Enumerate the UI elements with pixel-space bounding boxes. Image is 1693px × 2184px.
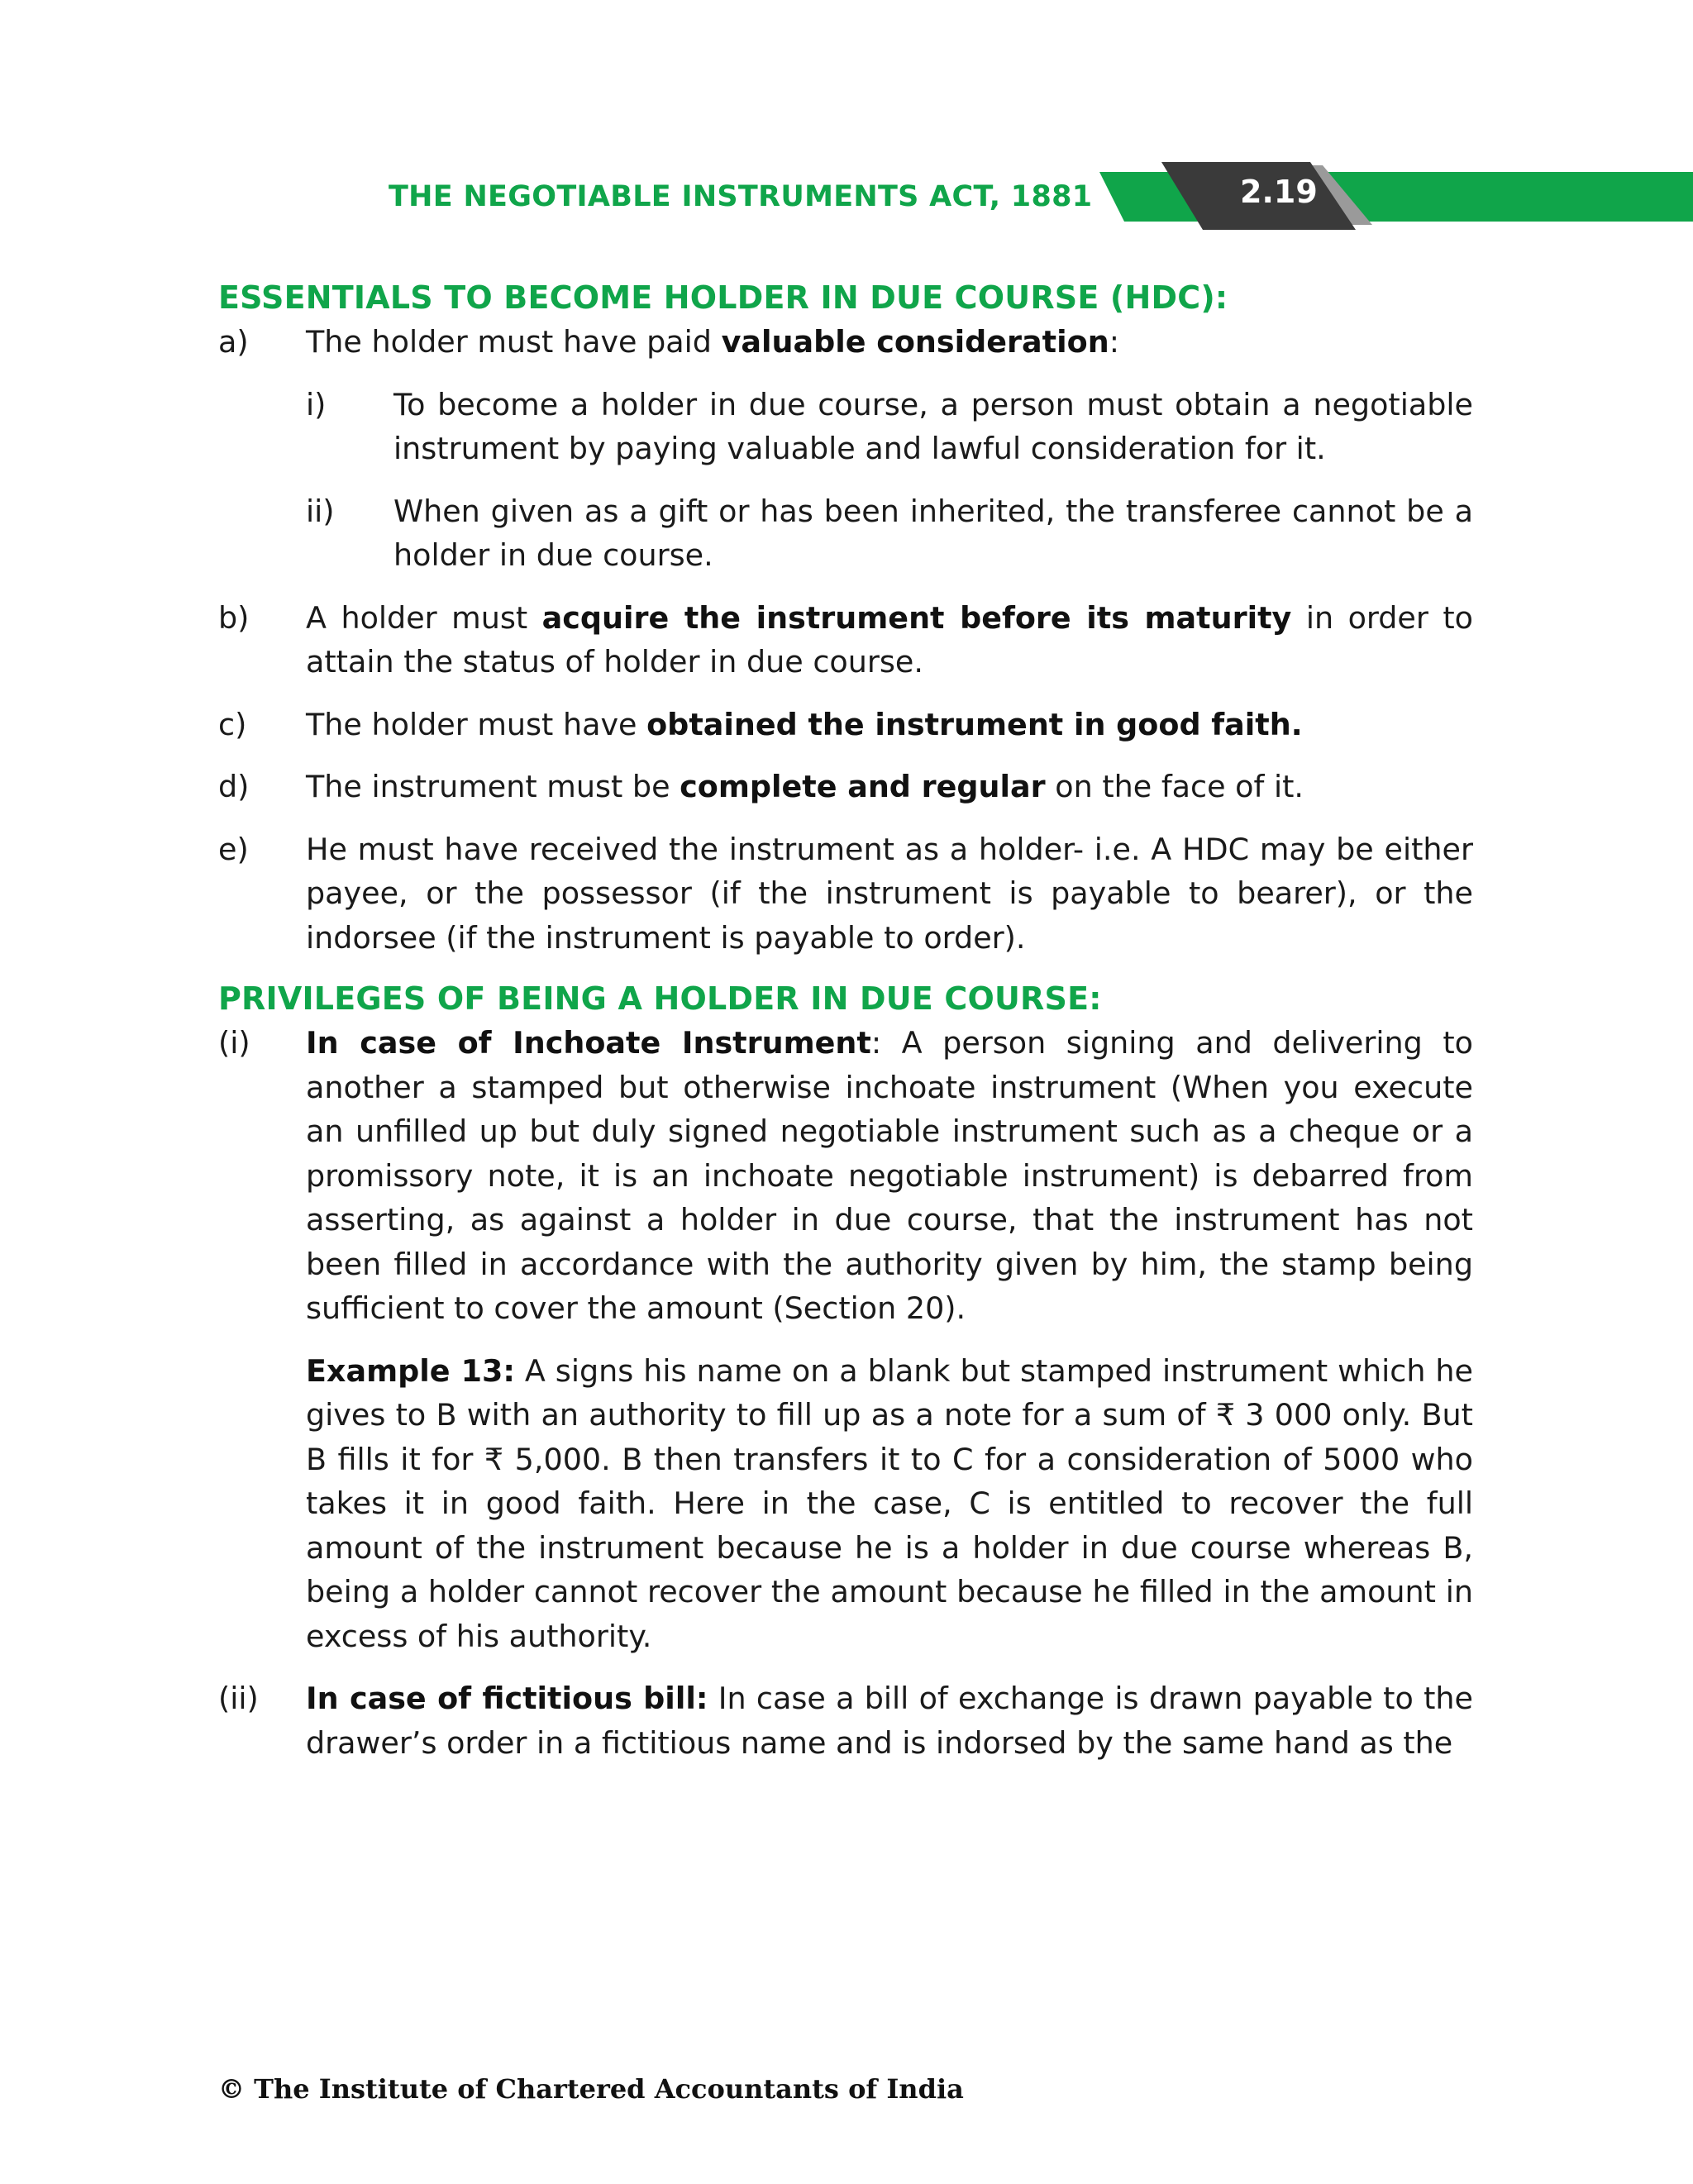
bold-phrase: acquire the instrument before its maturity (541, 599, 1292, 636)
item-text: He must have received the instrument as a holder- i.e. A HDC may be either payee, or the possessor (if the instrument is payable to bearer), or the indorsee (if the instrument is payable to order). (306, 831, 1473, 956)
text-run: The holder must have (306, 706, 647, 742)
text-run: A holder must (306, 599, 542, 636)
footer-copyright: © The Institute of Chartered Accountants of India (218, 2073, 964, 2105)
item-text (306, 1676, 1473, 1765)
list-item (218, 1021, 1473, 1331)
list-item (218, 1676, 1473, 1765)
item-text (306, 320, 1473, 365)
text-run: The instrument must be (306, 769, 680, 804)
item-text: To become a holder in due course, a person must obtain a negotiable instrument by paying valuable and lawful consideration for it. (393, 386, 1473, 466)
text-run: in order to attain the status of holder in due course. (306, 599, 1474, 680)
text-run: : (1109, 324, 1119, 360)
example-label: Example 13: (306, 1352, 515, 1389)
section-heading-privileges: PRIVILEGES OF BEING A HOLDER IN DUE COURSE: (218, 980, 1102, 1017)
example-text: A signs his name on a blank but stamped instrument which he gives to B with an authority to fill up as a note for a sum of ₹ 3 000 only. But B fills it for ₹ 5,000. B then transfers it to C for a consideration of 5000 who takes it in good faith. Here in the case, C is entitled to recover the full amount of the instrument because he is a holder in due course whereas B, being a holder cannot recover the amount because he filled in the amount in excess of his authority. (306, 1352, 1473, 1654)
item-text (306, 1021, 1473, 1331)
text-run: on the face of it. (1045, 769, 1304, 804)
bold-phrase: valuable consideration (721, 324, 1109, 360)
item-marker: e) (218, 831, 249, 867)
list-item (218, 596, 1473, 684)
item-marker: ii) (306, 493, 335, 529)
item-marker: (i) (218, 1025, 250, 1061)
item-text: When given as a gift or has been inherited, the transferee cannot be a holder in due course. (393, 493, 1473, 573)
bold-phrase: complete and regular (680, 769, 1046, 804)
list-item (218, 320, 1473, 365)
page-number: 2.19 (1240, 174, 1318, 210)
item-marker: d) (218, 769, 250, 804)
item-text (306, 596, 1473, 684)
item-marker: b) (218, 599, 250, 636)
main-content (218, 275, 1473, 1783)
list-item (218, 827, 1473, 961)
text-run: The holder must have paid (306, 324, 722, 360)
text-run: In case a bill of exchange is drawn payable to the drawer’s order in a fictitious name and is indorsed by the same hand as the (306, 1681, 1473, 1761)
sub-list-item (306, 489, 1473, 578)
item-marker: a) (218, 324, 249, 360)
item-marker: (ii) (218, 1681, 259, 1716)
text-run: : A person signing and delivering to another a stamped but otherwise inchoate instrument (When you execute an unfilled up but duly signed negotiable instrument such as a cheque or a promissory note, it is an inchoate negotiable instrument) is debarred from asserting, as against a holder in due course, that the instrument has not been filled in accordance with the authority given by him, the stamp being sufficient to cover the amount (Section 20). (306, 1025, 1474, 1326)
item-text (306, 703, 1473, 747)
running-title: THE NEGOTIABLE INSTRUMENTS ACT, 1881 (389, 180, 1093, 213)
item-text (306, 765, 1473, 809)
example-paragraph (306, 1349, 1473, 1659)
sub-list-item (306, 383, 1473, 471)
bold-phrase: obtained the instrument in good faith. (646, 706, 1303, 742)
list-item (218, 703, 1473, 747)
bold-phrase: In case of fictitious bill: (306, 1681, 708, 1716)
bold-phrase: In case of Inchoate Instrument (306, 1025, 871, 1061)
item-marker: i) (306, 386, 327, 422)
section-heading-essentials: ESSENTIALS TO BECOME HOLDER IN DUE COURSE (HDC): (218, 279, 1228, 316)
item-marker: c) (218, 706, 247, 742)
list-item (218, 765, 1473, 809)
